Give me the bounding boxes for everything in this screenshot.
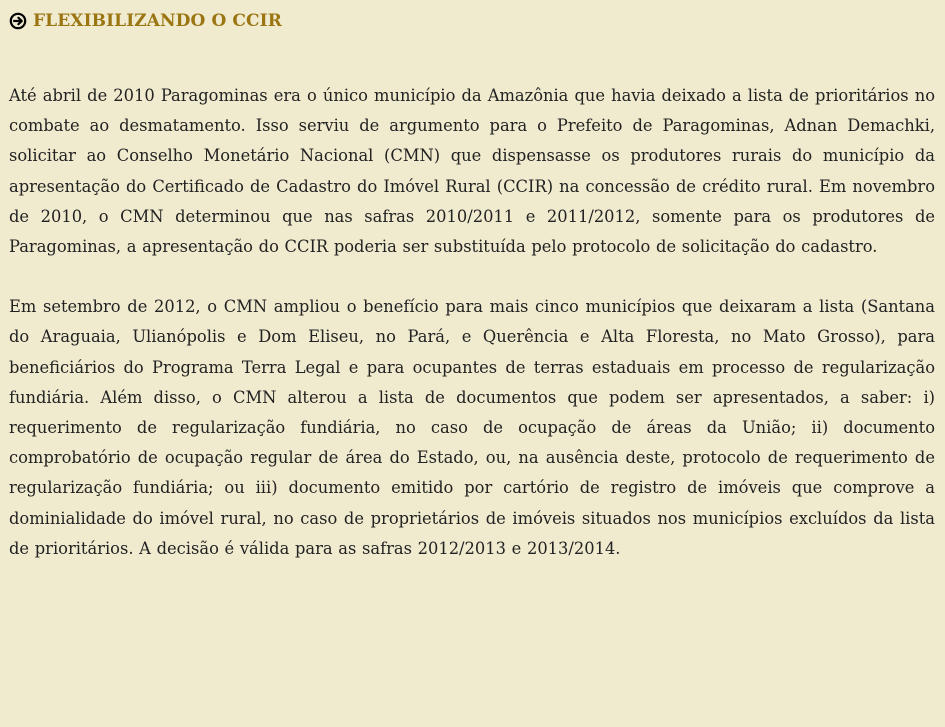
arrow-right-circle-icon bbox=[9, 12, 27, 30]
section-heading-text: FLEXIBILIZANDO O CCIR bbox=[33, 11, 282, 31]
section-heading bbox=[9, 8, 935, 34]
paragraph-2: Em setembro de 2012, o CMN ampliou o benefício para mais cinco municípios que deixaram a lista (Santana do Araguaia, Ulianópolis e Dom Eliseu, no Pará, e Querência e Alta Floresta, no Mato Grosso), para beneficiários do Programa Terra Legal e para ocupantes de terras estaduais em processo de regularização fundiária. Além disso, o CMN alterou a lista de documentos que podem ser apresentados, a saber: i) requerimento de regularização fundiária, no caso de ocupação de áreas da União; ii) documento comprobatório de ocupação regular de área do Estado, ou, na ausência deste, protocolo de requerimento de regularização fundiária; ou iii) documento emitido por cartório de registro de imóveis que comprove a dominialidade do imóvel rural, no caso de proprietários de imóveis situados nos municípios excluídos da lista de prioritários. A decisão é válida para as safras 2012/2013 e 2013/2014. bbox=[9, 297, 935, 558]
paragraph-1: Até abril de 2010 Paragominas era o único município da Amazônia que havia deixado a lista de prioritários no combate ao desmatamento. Isso serviu de argumento para o Prefeito de Paragominas, Adnan Demachki, solicitar ao Conselho Monetário Nacional (CMN) que dispensasse os produtores rurais do município da apresentação do Certificado de Cadastro do Imóvel Rural (CCIR) na concessão de crédito rural. Em novembro de 2010, o CMN determinou que nas safras 2010/2011 e 2011/2012, somente para os produtores de Paragominas, a apresentação do CCIR poderia ser substituída pelo protocolo de solicitação do cadastro. bbox=[9, 86, 935, 257]
